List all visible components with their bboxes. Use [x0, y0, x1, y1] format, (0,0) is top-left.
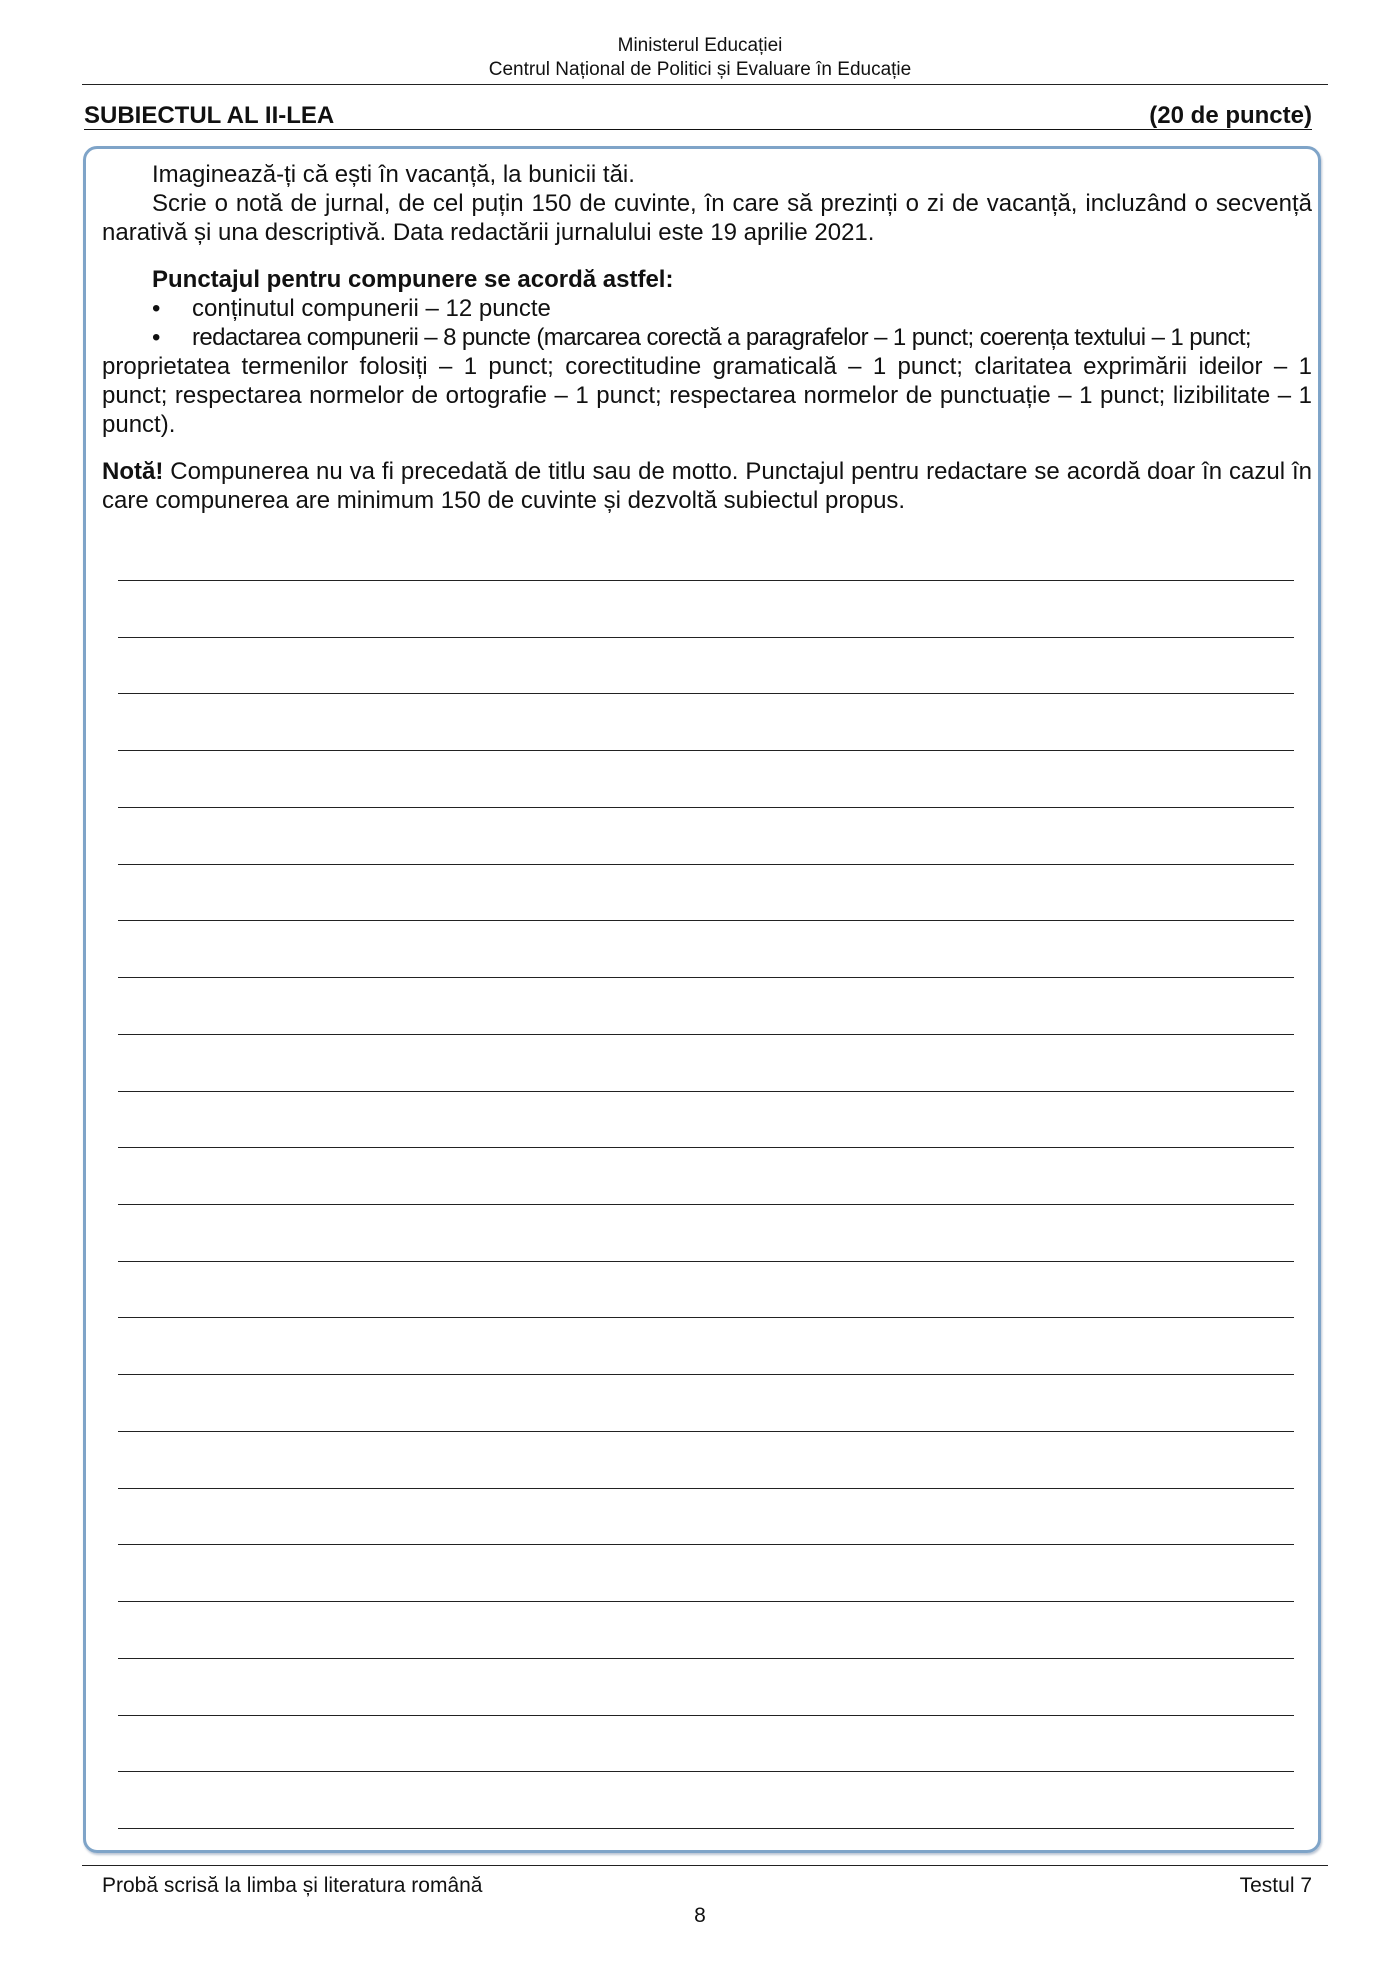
task-intro: Imaginează-ți că ești în vacanță, la bunicii tăi. — [152, 161, 635, 188]
scoring-item-writing — [102, 323, 1312, 352]
subject-heading — [84, 100, 1312, 132]
scoring-item-writing-details: proprietatea termenilor folosiți – 1 punct; corectitudine gramaticală – 1 punct; claritatea exprimării ideilor – 1 punct; respectarea normelor de ortografie – 1 punct; respectarea normelor de punctuație – 1 punct; lizibilitate – 1 punct). — [102, 353, 1312, 438]
footer-exam-name: Probă scrisă la limba și literatura română — [102, 1874, 483, 1897]
ministry-name: Ministerul Educației — [617, 35, 783, 56]
writing-line — [118, 1317, 1294, 1318]
writing-line — [118, 1374, 1294, 1375]
writing-line — [118, 864, 1294, 865]
writing-line — [118, 807, 1294, 808]
page-number: 8 — [694, 1904, 706, 1927]
writing-line — [118, 1034, 1294, 1035]
writing-line — [118, 1771, 1294, 1772]
bullet-icon: • — [152, 295, 161, 322]
writing-line — [118, 1488, 1294, 1489]
footer-test-number: Testul 7 — [1239, 1874, 1312, 1897]
writing-line — [118, 920, 1294, 921]
note-text: Compunerea nu va fi precedată de titlu sau de motto. Punctajul pentru redactare se acordă doar în cazul în care compunerea are minimum 150 de cuvinte și dezvoltă subiectul propus. — [102, 458, 1312, 514]
writing-line — [118, 1431, 1294, 1432]
page-header — [0, 34, 1400, 82]
subject-underline — [84, 129, 1312, 130]
writing-line — [118, 637, 1294, 638]
scoring-heading: Punctajul pentru compunere se acordă astfel: — [152, 266, 674, 293]
note-paragraph — [102, 457, 1312, 515]
writing-line — [118, 1601, 1294, 1602]
header-divider — [82, 84, 1328, 85]
center-name: Centrul Național de Politici și Evaluare în Educație — [488, 59, 912, 80]
task-instruction: Scrie o notă de jurnal, de cel puțin 150 de cuvinte, în care să prezinți o zi de vacanță, incluzând o secvență narativă și una descriptivă. Data redactării jurnalului este 19 aprilie 2021. — [102, 190, 1312, 246]
task-content — [102, 160, 1312, 515]
writing-line — [118, 1147, 1294, 1148]
writing-line — [118, 1715, 1294, 1716]
bullet-icon: • — [152, 324, 161, 351]
scoring-item-content — [102, 294, 1312, 323]
writing-line — [118, 1828, 1294, 1829]
scoring-item-label: conținutul compunerii – 12 puncte — [192, 295, 551, 322]
writing-line — [118, 977, 1294, 978]
subject-points: (20 de puncte) — [1149, 102, 1312, 129]
subject-title: SUBIECTUL AL II-LEA — [84, 102, 335, 129]
writing-line — [118, 1261, 1294, 1262]
note-label: Notă! — [102, 458, 164, 485]
writing-line — [118, 1544, 1294, 1545]
writing-line — [118, 693, 1294, 694]
scoring-item-label: redactarea compunerii – 8 puncte (marcarea corectă a paragrafelor – 1 punct; coerența textului – 1 punct; — [192, 324, 1251, 351]
footer-divider — [82, 1865, 1328, 1866]
writing-line — [118, 1091, 1294, 1092]
writing-line — [118, 1204, 1294, 1205]
writing-line — [118, 750, 1294, 751]
writing-line — [118, 1658, 1294, 1659]
writing-line — [118, 580, 1294, 581]
